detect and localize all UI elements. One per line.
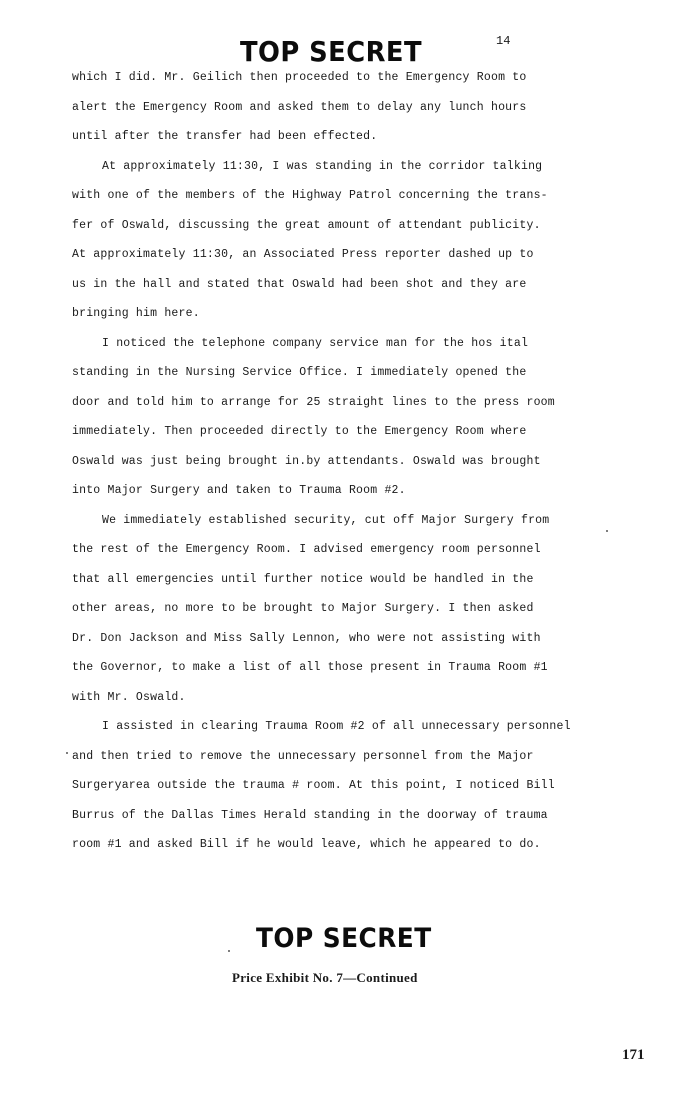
body-line: immediately. Then proceeded directly to the Emergency Room where — [72, 425, 527, 438]
top-secret-stamp-top: TOP SECRET — [240, 35, 422, 68]
scan-speck — [228, 950, 230, 952]
body-line: I noticed the telephone company service man for the hos ital — [102, 336, 529, 350]
document-body — [72, 63, 612, 860]
body-line: other areas, no more to be brought to Major Surgery. I then asked — [72, 602, 534, 615]
top-secret-stamp-bottom: TOP SECRET — [256, 923, 432, 954]
body-line: Burrus of the Dallas Times Herald standing in the doorway of trauma — [72, 808, 548, 822]
body-line: alert the Emergency Room and asked them to delay any lunch hours — [72, 100, 527, 114]
body-line: until after the transfer had been effected. — [72, 130, 378, 143]
page-number-bottom: 171 — [622, 1047, 645, 1063]
body-line: standing in the Nursing Service Office. I immediately opened the — [72, 366, 527, 379]
body-line: bringing him here. — [72, 307, 200, 320]
body-line: At approximately 11:30, I was standing in the corridor talking — [102, 159, 543, 173]
scan-speck — [66, 752, 68, 754]
body-line: door and told him to arrange for 25 straight lines to the press room — [72, 395, 555, 409]
body-line: Surgeryarea outside the trauma # room. At this point, I noticed Bill — [72, 779, 555, 792]
body-line: that all emergencies until further notice would be handled in the — [72, 572, 534, 586]
body-line: the Governor, to make a list of all those present in Trauma Room #1 — [72, 661, 548, 674]
body-line: and then tried to remove the unnecessary personnel from the Major — [72, 749, 534, 763]
body-line: which I did. Mr. Geilich then proceeded to the Emergency Room to — [72, 71, 527, 84]
body-line: with Mr. Oswald. — [72, 690, 186, 704]
body-line: room #1 and asked Bill if he would leave, which he appeared to do. — [72, 838, 541, 851]
body-line: I assisted in clearing Trauma Room #2 of all unnecessary personnel — [102, 720, 571, 733]
body-line: into Major Surgery and taken to Trauma Room #2. — [72, 484, 406, 497]
exhibit-caption: Price Exhibit No. 7—Continued — [232, 970, 418, 985]
page-number-top: 14 — [496, 34, 511, 48]
body-line: the rest of the Emergency Room. I advised emergency room personnel — [72, 543, 541, 556]
scan-speck — [606, 530, 608, 532]
body-line: Oswald was just being brought in.by attendants. Oswald was brought — [72, 454, 541, 468]
body-line: fer of Oswald, discussing the great amount of attendant publicity. — [72, 218, 541, 232]
body-line: us in the hall and stated that Oswald had been shot and they are — [72, 277, 527, 291]
body-line: At approximately 11:30, an Associated Press reporter dashed up to — [72, 248, 534, 261]
body-line: Dr. Don Jackson and Miss Sally Lennon, who were not assisting with — [72, 631, 541, 645]
body-line: with one of the members of the Highway Patrol concerning the trans- — [72, 189, 548, 202]
body-line: We immediately established security, cut off Major Surgery from — [102, 513, 550, 527]
